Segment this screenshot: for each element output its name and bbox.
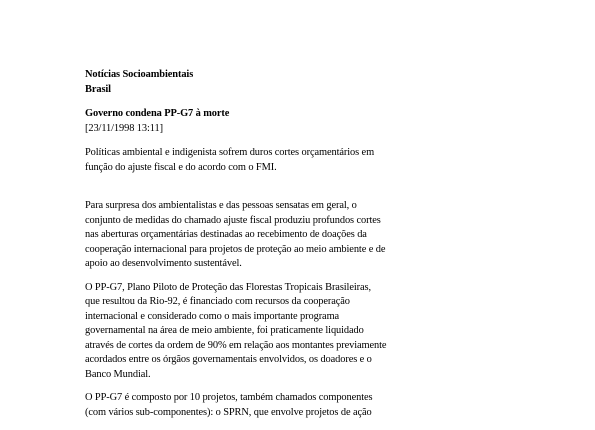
text-line: (com vários sub-componentes): o SPRN, que envolve projetos de ação xyxy=(85,406,372,418)
article-lead xyxy=(85,146,455,175)
source-label: Notícias Socioambientais xyxy=(85,69,194,80)
article-timestamp: [23/11/1998 13:11] xyxy=(85,122,163,134)
text-line: conjunto de medidas do chamado ajuste fiscal produziu profundos cortes xyxy=(85,214,381,226)
paragraph-2 xyxy=(85,281,455,383)
document-page xyxy=(85,68,455,420)
text-line: nas aberturas orçamentárias destinadas ao recebimento de doações da xyxy=(85,229,367,240)
region-label: Brasil xyxy=(85,83,111,95)
text-line: Banco Mundial. xyxy=(85,368,151,380)
text-line: cooperação internacional para projetos de proteção ao meio ambiente e de xyxy=(85,243,386,255)
text-line: que resultou da Rio-92, é financiado com recursos da cooperação xyxy=(85,296,350,307)
lead-line: Políticas ambiental e indigenista sofrem duros cortes orçamentários em xyxy=(85,147,375,158)
paragraph-1 xyxy=(85,199,455,272)
text-line: O PP-G7, Plano Piloto de Proteção das Florestas Tropicais Brasileiras, xyxy=(85,281,371,293)
lead-line: função do ajuste fiscal e do acordo com o FMI. xyxy=(85,161,277,173)
text-line: Para surpresa dos ambientalistas e das pessoas sensatas em geral, o xyxy=(85,200,357,211)
text-line: internacional e considerado como o mais importante programa xyxy=(85,310,340,322)
text-line: governamental na área de meio ambiente, foi praticamente liquidado xyxy=(85,325,364,336)
text-line: acordados entre os órgãos governamentais envolvidos, os doadores e o xyxy=(85,354,372,365)
text-line: O PP-G7 é composto por 10 projetos, também chamados componentes xyxy=(85,392,373,403)
text-line: através de cortes da ordem de 90% em relação aos montantes previamente xyxy=(85,339,387,351)
text-line: apoio ao desenvolvimento sustentável. xyxy=(85,258,242,269)
article-title: Governo condena PP-G7 à morte xyxy=(85,108,230,119)
paragraph-3 xyxy=(85,391,455,420)
